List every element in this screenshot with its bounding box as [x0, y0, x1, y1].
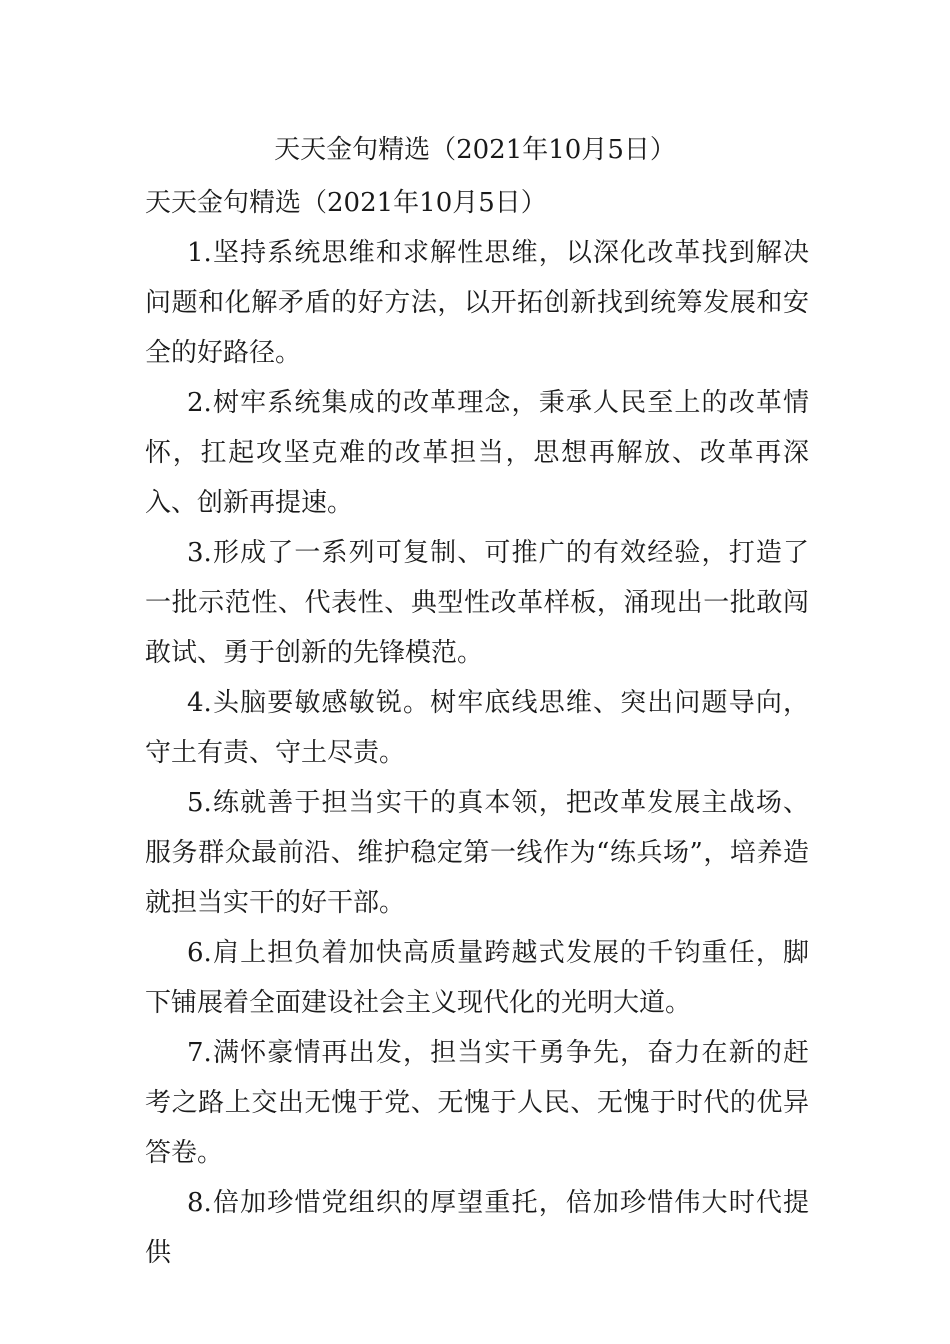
paragraph-3: 3.形成了一系列可复制、可推广的有效经验，打造了一批示范性、代表性、典型性改革样板，涌现出一批敢闯敢试、勇于创新的先锋模范。	[145, 538, 809, 668]
document-subtitle: 天天金句精选（2021年10月5日）	[145, 188, 547, 218]
paragraph-6: 6.肩上担负着加快高质量跨越式发展的千钧重任，脚下铺展着全面建设社会主义现代化的光明大道。	[145, 938, 809, 1018]
paragraph-1: 1.坚持系统思维和求解性思维，以深化改革找到解决问题和化解矛盾的好方法，以开拓创新找到统筹发展和安全的好路径。	[145, 238, 809, 368]
paragraph-4: 4.头脑要敏感敏锐。树牢底线思维、突出问题导向，守土有责、守土尽责。	[145, 688, 809, 768]
paragraph-8: 8.倍加珍惜党组织的厚望重托，倍加珍惜伟大时代提供	[145, 1188, 809, 1268]
paragraph-5: 5.练就善于担当实干的真本领，把改革发展主战场、服务群众最前沿、维护稳定第一线作为“练兵场”，培养造就担当实干的好干部。	[145, 788, 809, 918]
paragraph-2: 2.树牢系统集成的改革理念，秉承人民至上的改革情怀，扛起攻坚克难的改革担当，思想再解放、改革再深入、创新再提速。	[145, 388, 809, 518]
paragraph-7: 7.满怀豪情再出发，担当实干勇争先，奋力在新的赶考之路上交出无愧于党、无愧于人民、无愧于时代的优异答卷。	[145, 1038, 809, 1168]
document-title: 天天金句精选（2021年10月5日）	[274, 135, 676, 165]
document-body	[145, 178, 809, 1278]
